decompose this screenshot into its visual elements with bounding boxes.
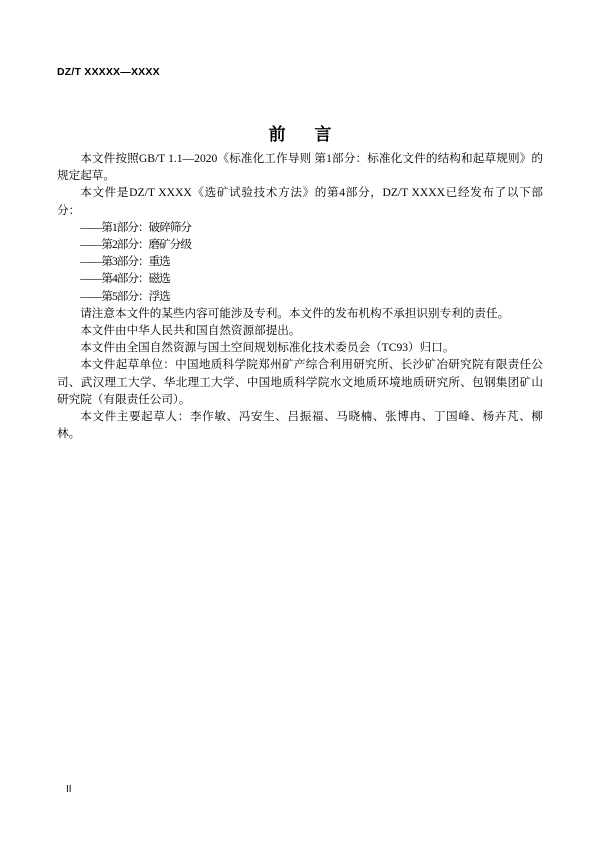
paragraph: 本文件起草单位：中国地质科学院郑州矿产综合利用研究所、长沙矿冶研究院有限责任公司、武汉理工大学、华北理工大学、中国地质科学院水文地质环境地质研究所、包钢集团矿山研究院（有限责任公司）。 xyxy=(57,358,543,406)
foreword-body xyxy=(57,150,543,442)
list-item: ——第1部分：破碎筛分 xyxy=(80,220,191,234)
list-item: ——第5部分：浮选 xyxy=(80,289,170,303)
standard-code-header: DZ/T XXXXX—XXXX xyxy=(57,66,160,78)
paragraph: 本文件由全国自然资源与国土空间规划标准化技术委员会（TC93）归口。 xyxy=(80,341,455,355)
paragraph: 本文件是DZ/T XXXX《选矿试验技术方法》的第4部分，DZ/T XXXX已经发布了以下部分： xyxy=(57,186,543,217)
list-item: ——第2部分：磨矿分级 xyxy=(80,238,191,252)
page-title: 前 言 xyxy=(268,125,344,144)
page-number: II xyxy=(66,784,72,795)
paragraph: 请注意本文件的某些内容可能涉及专利。本文件的发布机构不承担识别专利的责任。 xyxy=(80,306,510,320)
paragraph: 本文件主要起草人：李作敏、冯安生、吕振福、马晓楠、张博冉、丁国峰、杨卉芃、柳林。 xyxy=(57,410,543,441)
paragraph: 本文件按照GB/T 1.1—2020《标准化工作导则 第1部分：标准化文件的结构和起草规则》的规定起草。 xyxy=(57,152,543,183)
paragraph: 本文件由中华人民共和国自然资源部提出。 xyxy=(80,324,301,338)
list-item: ——第3部分：重选 xyxy=(80,255,170,269)
list-item: ——第4部分：磁选 xyxy=(80,272,170,286)
